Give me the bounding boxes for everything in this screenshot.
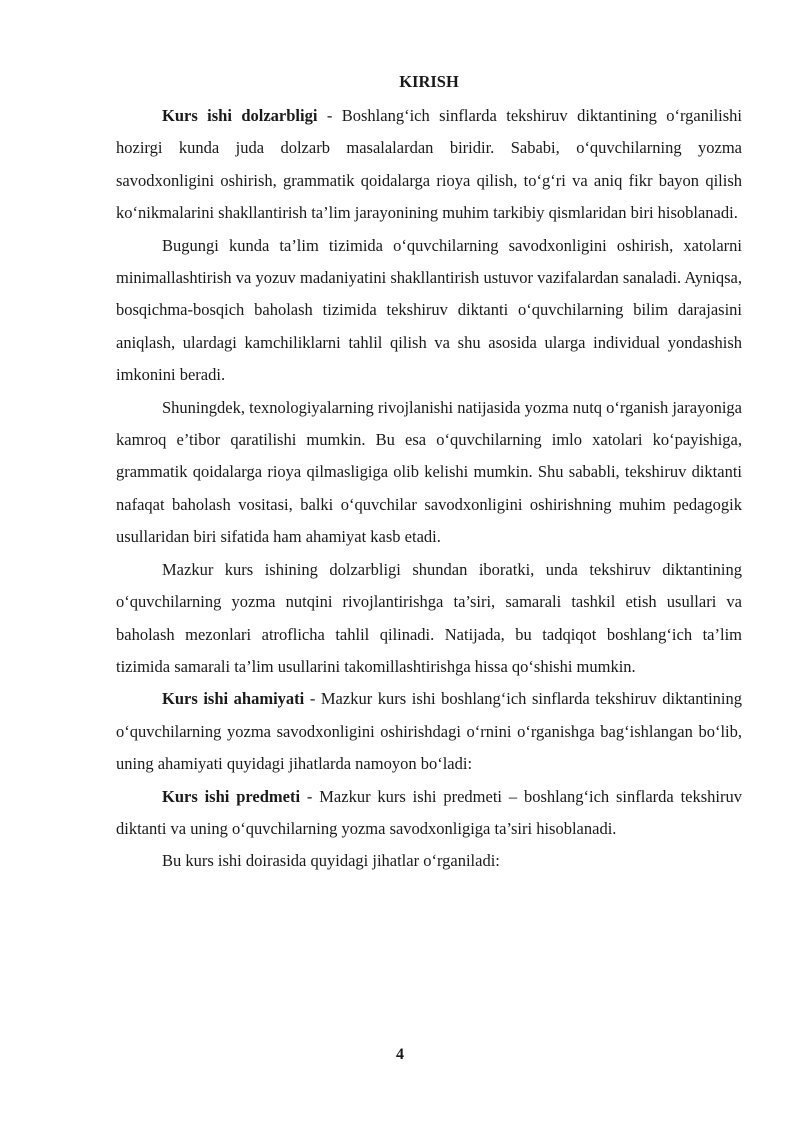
paragraph-lead: Kurs ishi ahamiyati bbox=[162, 689, 305, 709]
paragraph-text: Mazkur kurs ishi boshlang‘ich sinflarda tekshiruv diktantining o‘quvchilarning yozma savodxonligini oshirishdagi o‘rnini o‘rganishga bag‘ishlangan bo‘lib, uning ahamiyati quyidagi jihatlarda namoyon bo‘ladi: bbox=[116, 689, 742, 774]
lead-separator: - bbox=[317, 106, 342, 125]
paragraph-text: Boshlang‘ich sinflarda tekshiruv diktantining o‘rganilishi hozirgi kunda juda dolzarb masalalardan biridir. Sababi, o‘quvchilarning yozma savodxonligini oshirish, grammatik qoidalarga rioya qilish, to‘g‘ri va aniq fikr bayon qilish ko‘nikmalarini shakllantirish ta’lim jarayonining muhim tarkibiy qismlaridan biri hisoblanadi. bbox=[116, 106, 742, 223]
paragraph-text-block: Shuningdek, texnologiyalarning rivojlanishi natijasida yozma nutq o‘rganish jarayoniga kamroq e’tibor qaratilishi mumkin. Bu esa o‘quvchilarning imlo xatolari ko‘payishiga, grammatik qoidalarga rioya qilmasligiga olib kelishi mumkin. Shu sababli, tekshiruv diktanti nafaqat baholash vositasi, balki o‘quvchilar savodxonligini oshirishning muhim pedagogik usullaridan biri sifatida ham ahamiyat kasb etadi. bbox=[116, 397, 742, 547]
lead-separator: - bbox=[304, 689, 321, 709]
paragraph-text: Mazkur kurs ishi predmeti – boshlang‘ich sinflarda tekshiruv diktanti va uning o‘quvchilarning yozma savodxonligiga ta’siri hisoblanadi. bbox=[116, 786, 742, 838]
paragraph-lead: Kurs ishi predmeti bbox=[162, 786, 301, 806]
page-number: 4 bbox=[396, 1046, 404, 1063]
paragraph-importance bbox=[116, 683, 742, 780]
paragraph-text-block: Bugungi kunda ta’lim tizimida o‘quvchilarning savodxonligini oshirish, xatolarni minimallashtirish va yozuv madaniyatini shakllantirish ustuvor vazifalardan sanaladi. Ayniqsa, bosqichma-bosqich baholash tizimida tekshiruv diktanti o‘quvchilarning bilim darajasini aniqlash, ulardagi kamchiliklarni tahlil qilish va shu asosida ularga individual yondashish imkonini beradi. bbox=[116, 235, 742, 385]
paragraph-text-block: Bu kurs ishi doirasida quyidagi jihatlar o‘rganiladi: bbox=[162, 851, 500, 871]
paragraph-text-block: Mazkur kurs ishining dolzarbligi shundan iboratki, unda tekshiruv diktantining o‘quvchilarning yozma nutqini rivojlantirishga ta’siri, samarali tashkil etish usullari va baholash mezonlari atroflicha tahlil qilinadi. Natijada, bu tadqiqot boshlang‘ich ta’lim tizimida samarali ta’lim usullarini takomillashtirishga hissa qo‘shishi mumkin. bbox=[116, 559, 742, 676]
lead-separator: - bbox=[300, 786, 320, 806]
section-title: KIRISH bbox=[399, 72, 459, 91]
document-page bbox=[116, 72, 742, 878]
paragraph-relevance bbox=[116, 100, 742, 230]
paragraph-lead: Kurs ishi dolzarbligi bbox=[162, 106, 318, 125]
paragraph-subject bbox=[116, 781, 742, 846]
